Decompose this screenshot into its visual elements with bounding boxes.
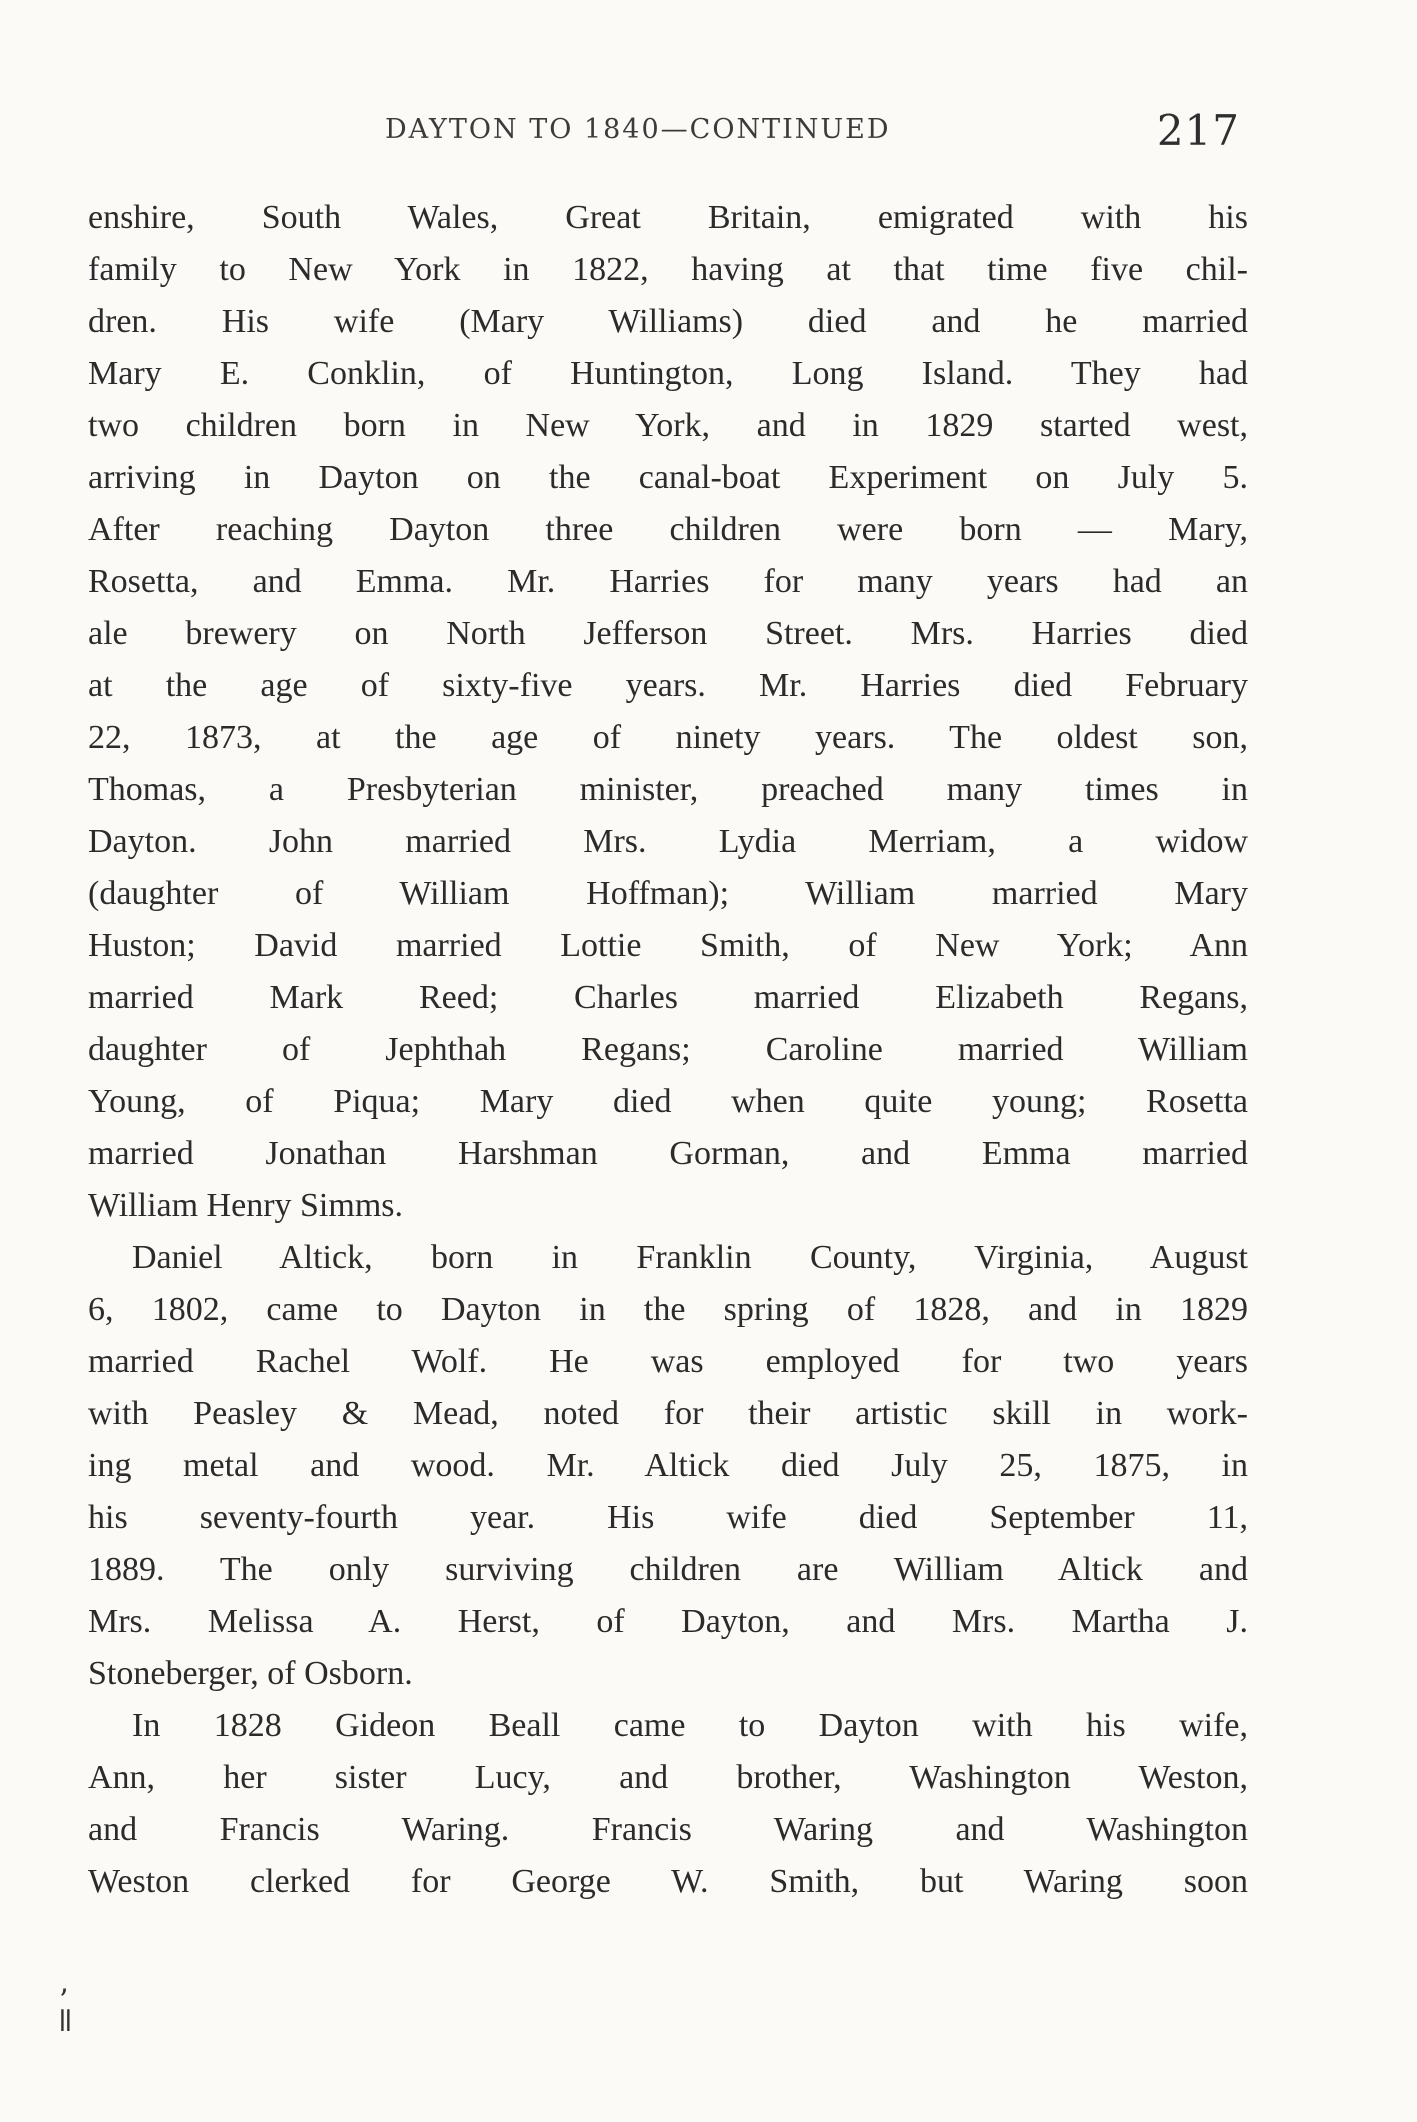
margin-mark: ʼ ǁ: [58, 1984, 73, 2039]
text-line: Dayton. John married Mrs. Lydia Merriam, a widow: [88, 823, 1248, 860]
text-line: Daniel Altick, born in Franklin County, Virginia, August: [132, 1239, 1248, 1276]
text-line: Stoneberger, of Osborn.: [88, 1655, 413, 1692]
text-line: In 1828 Gideon Beall came to Dayton with his wife,: [132, 1707, 1248, 1744]
text-line: Ann, her sister Lucy, and brother, Washington Weston,: [88, 1759, 1248, 1796]
text-line: ing metal and wood. Mr. Altick died July 25, 1875, in: [88, 1447, 1248, 1484]
text-line: two children born in New York, and in 1829 started west,: [88, 407, 1248, 444]
running-title: DAYTON TO 1840—CONTINUED: [385, 114, 891, 145]
text-line: daughter of Jephthah Regans; Caroline married William: [88, 1031, 1248, 1068]
running-head: [88, 106, 1248, 176]
paragraph-beall: [88, 1700, 1248, 1908]
text-line: ale brewery on North Jefferson Street. Mrs. Harries died: [88, 615, 1248, 652]
text-line: Mary E. Conklin, of Huntington, Long Island. They had: [88, 355, 1248, 392]
page-number: 217: [1156, 106, 1240, 155]
text-line: Young, of Piqua; Mary died when quite young; Rosetta: [88, 1083, 1248, 1120]
text-line: Rosetta, and Emma. Mr. Harries for many years had an: [88, 563, 1248, 600]
text-line: married Mark Reed; Charles married Elizabeth Regans,: [88, 979, 1248, 1016]
text-line: William Henry Simms.: [88, 1187, 403, 1224]
text-line: married Jonathan Harshman Gorman, and Emma married: [88, 1135, 1248, 1172]
text-line: and Francis Waring. Francis Waring and Washington: [88, 1811, 1248, 1848]
text-line: (daughter of William Hoffman); William married Mary: [88, 875, 1248, 912]
paragraph-altick: [88, 1232, 1248, 1700]
text-line: 1889. The only surviving children are William Altick and: [88, 1551, 1248, 1588]
text-line: his seventy-fourth year. His wife died September 11,: [88, 1499, 1248, 1536]
text-line: married Rachel Wolf. He was employed for two years: [88, 1343, 1248, 1380]
text-line: After reaching Dayton three children were born — Mary,: [88, 511, 1248, 548]
text-line: Weston clerked for George W. Smith, but Waring soon: [88, 1863, 1248, 1900]
text-line: enshire, South Wales, Great Britain, emigrated with his: [88, 199, 1248, 236]
text-line: dren. His wife (Mary Williams) died and he married: [88, 303, 1248, 340]
text-line: family to New York in 1822, having at that time five chil-: [88, 251, 1248, 288]
text-line: 22, 1873, at the age of ninety years. The oldest son,: [88, 719, 1248, 756]
text-line: 6, 1802, came to Dayton in the spring of 1828, and in 1829: [88, 1291, 1248, 1328]
text-line: Huston; David married Lottie Smith, of New York; Ann: [88, 927, 1248, 964]
text-line: at the age of sixty-five years. Mr. Harries died February: [88, 667, 1248, 704]
text-line: Thomas, a Presbyterian minister, preached many times in: [88, 771, 1248, 808]
text-line: with Peasley & Mead, noted for their artistic skill in work-: [88, 1395, 1248, 1432]
body-text: [88, 192, 1248, 1908]
paragraph-harries: [88, 192, 1248, 1232]
text-line: Mrs. Melissa A. Herst, of Dayton, and Mrs. Martha J.: [88, 1603, 1248, 1640]
text-line: arriving in Dayton on the canal-boat Experiment on July 5.: [88, 459, 1248, 496]
